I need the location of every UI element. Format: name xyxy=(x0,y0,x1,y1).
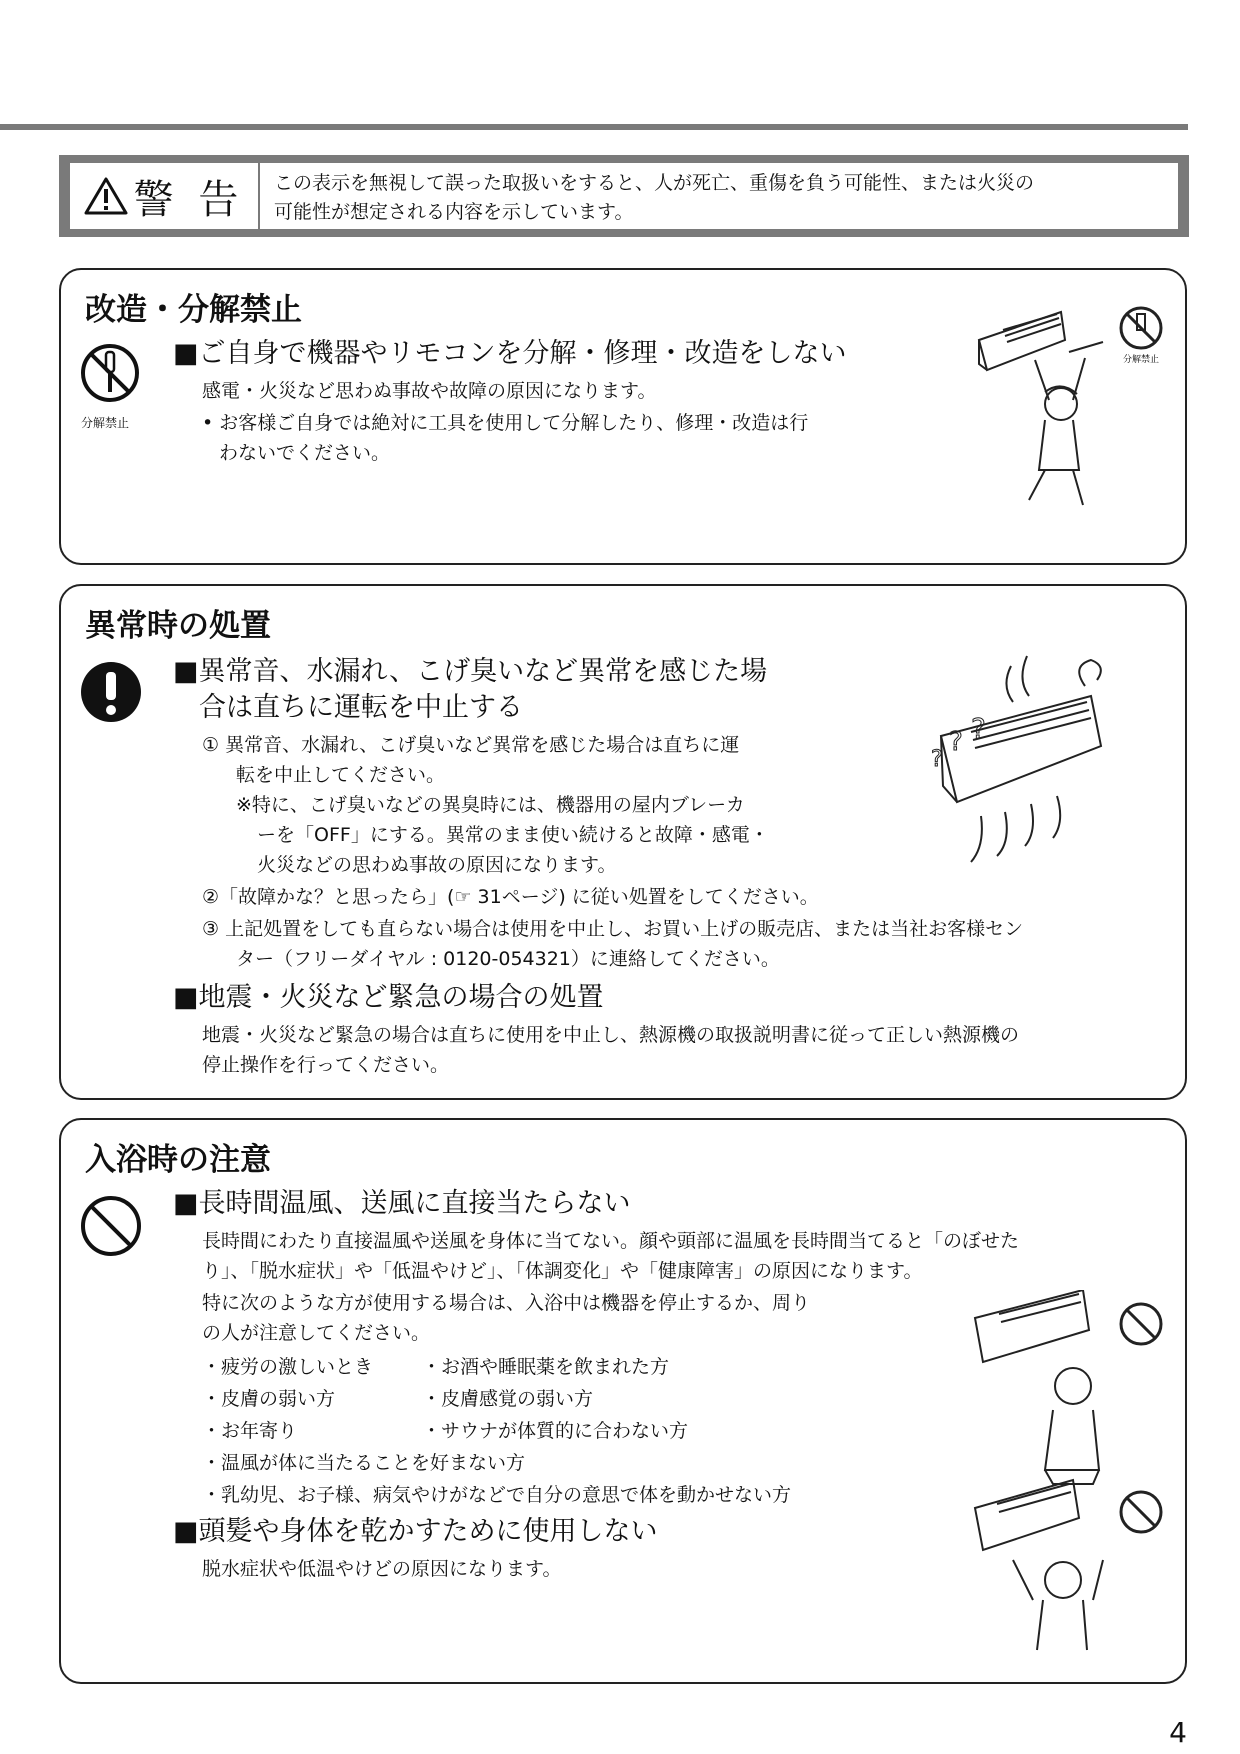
disassembly-illustration xyxy=(973,300,1173,510)
illust-label: 分解禁止 xyxy=(1123,355,1160,365)
list-item: ① 異常音、水漏れ、こげ臭いなど異常を感じた場合は直ちに運 xyxy=(202,734,740,756)
svg-text:?: ? xyxy=(931,747,943,772)
malfunction-illustration xyxy=(901,646,1171,896)
list-item: ③ 上記処置をしても直らない場合は使用を中止し、お買い上げの販売店、または当社お客様セン xyxy=(202,918,1024,940)
subheading: ■異常音、水漏れ、こげ臭いなど異常を感じた場 合は直ちに運転を中止する xyxy=(173,656,768,723)
note-text: ※特に、こげ臭いなどの異臭時には、機器用の屋内ブレーカ xyxy=(236,794,745,816)
note-text: ーを「OFF」にする。異常のまま使い続けると故障・感電・ xyxy=(257,824,769,846)
body-text: り」、「脱水症状」や「低温やけど」、「体調変化」や「健康障害」の原因になります。 xyxy=(202,1260,923,1282)
page-number: 4 xyxy=(1169,1716,1187,1749)
section-bathing-panel xyxy=(59,1118,1187,1684)
list-item: 転を中止してください。 xyxy=(236,764,446,786)
section-title: 改造・分解禁止 xyxy=(85,292,302,328)
bathing-illustration xyxy=(973,1290,1173,1660)
list-item: ・サウナが体質的に合わない方 xyxy=(422,1420,689,1442)
list-item: ・乳幼児、お子様、病気やけがなどで自分の意思で体を動かせない方 xyxy=(202,1484,792,1506)
body-text: 地震・火災など緊急の場合は直ちに使用を中止し、熱源機の取扱説明書に従って正しい熱源機の xyxy=(202,1024,1020,1046)
warning-box xyxy=(59,155,1189,237)
body-text: 停止操作を行ってください。 xyxy=(202,1054,450,1076)
warning-title: 警 告 xyxy=(133,176,245,223)
list-item: ②「故障かな？と思ったら」(☞ 31ページ) に従い処置をしてください。 xyxy=(202,886,819,908)
top-rule xyxy=(0,124,1188,130)
subheading: ■頭髪や身体を乾かすために使用しない xyxy=(173,1516,658,1547)
warning-triangle-icon xyxy=(84,176,128,216)
exclamation-icon xyxy=(79,660,143,724)
subheading: ■地震・火災など緊急の場合の処置 xyxy=(173,982,604,1013)
list-item: ・皮膚感覚の弱い方 xyxy=(422,1388,594,1410)
body-text: 長時間にわたり直接温風や送風を身体に当てない。顔や頭部に温風を長時間当てると「のぼせた xyxy=(202,1230,1020,1252)
subheading: ■ご自身で機器やリモコンを分解・修理・改造をしない xyxy=(173,338,847,369)
bullet-text: • お客様ご自身では絶対に工具を使用して分解したり、修理・改造は行 xyxy=(202,412,809,434)
bullet-text: わないでください。 xyxy=(219,442,391,464)
svg-text:?: ? xyxy=(971,712,986,745)
list-item: ・お年寄り xyxy=(202,1420,298,1442)
prohibition-icon xyxy=(79,1194,143,1258)
list-item: ター（フリーダイヤル : 0120-054321）に連絡してください。 xyxy=(236,948,780,970)
list-item: ・お酒や睡眠薬を飲まれた方 xyxy=(422,1356,670,1378)
body-text: 脱水症状や低温やけどの原因になります。 xyxy=(202,1558,562,1580)
section-title: 異常時の処置 xyxy=(85,608,271,644)
body-text: の人が注意してください。 xyxy=(202,1322,431,1344)
icon-label: 分解禁止 xyxy=(81,416,130,430)
section-modification-panel xyxy=(59,268,1187,565)
body-text: 特に次のような方が使用する場合は、入浴中は機器を停止するか、周り xyxy=(202,1292,811,1314)
warning-heading xyxy=(70,163,260,229)
no-disassembly-icon xyxy=(79,342,141,404)
list-item: ・温風が体に当たることを好まない方 xyxy=(202,1452,526,1474)
warning-description: この表示を無視して誤った取扱いをすると、人が死亡、重傷を負う可能性、または火災の 可能性が想定される内容を示しています。 xyxy=(274,172,1035,223)
svg-text:?: ? xyxy=(949,727,963,757)
subheading: ■長時間温風、送風に直接当たらない xyxy=(173,1188,631,1219)
body-text: 感電・火災など思わぬ事故や故障の原因になります。 xyxy=(202,380,657,402)
section-emergency-panel xyxy=(59,584,1187,1100)
note-text: 火災などの思わぬ事故の原因になります。 xyxy=(257,854,617,876)
list-item: ・疲労の激しいとき xyxy=(202,1356,374,1378)
section-title: 入浴時の注意 xyxy=(85,1142,271,1178)
list-item: ・皮膚の弱い方 xyxy=(202,1388,336,1410)
